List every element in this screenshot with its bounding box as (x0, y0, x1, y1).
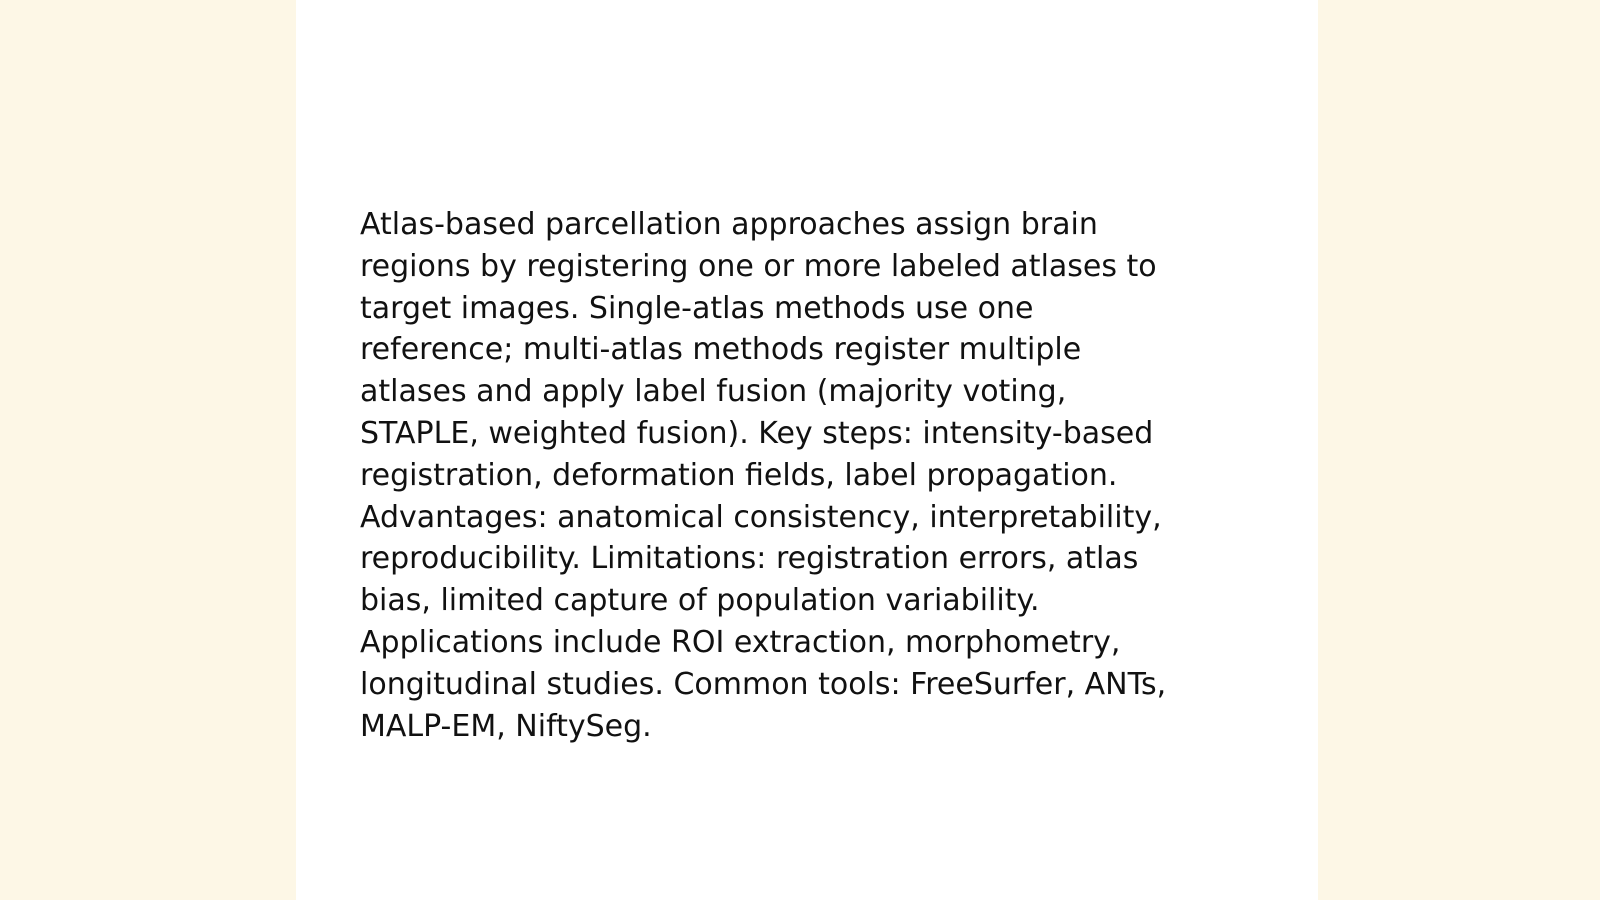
body-paragraph: Atlas-based parcellation approaches assign brain regions by registering one or more labeled atlases to target images. Single-atlas methods use one reference; multi-atlas methods register multiple atlases and apply label fusion (majority voting, STAPLE, weighted fusion). Key steps: intensity-based registration, deformation fields, label propagation. Advantages: anatomical consistency, interpretability, reproducibility. Limitations: registration errors, atlas bias, limited capture of population variability. Applications include ROI extraction, morphometry, longitudinal studies. Common tools: FreeSurfer, ANTs, MALP-EM, NiftySeg. (360, 207, 1167, 744)
document-page (296, 0, 1318, 900)
